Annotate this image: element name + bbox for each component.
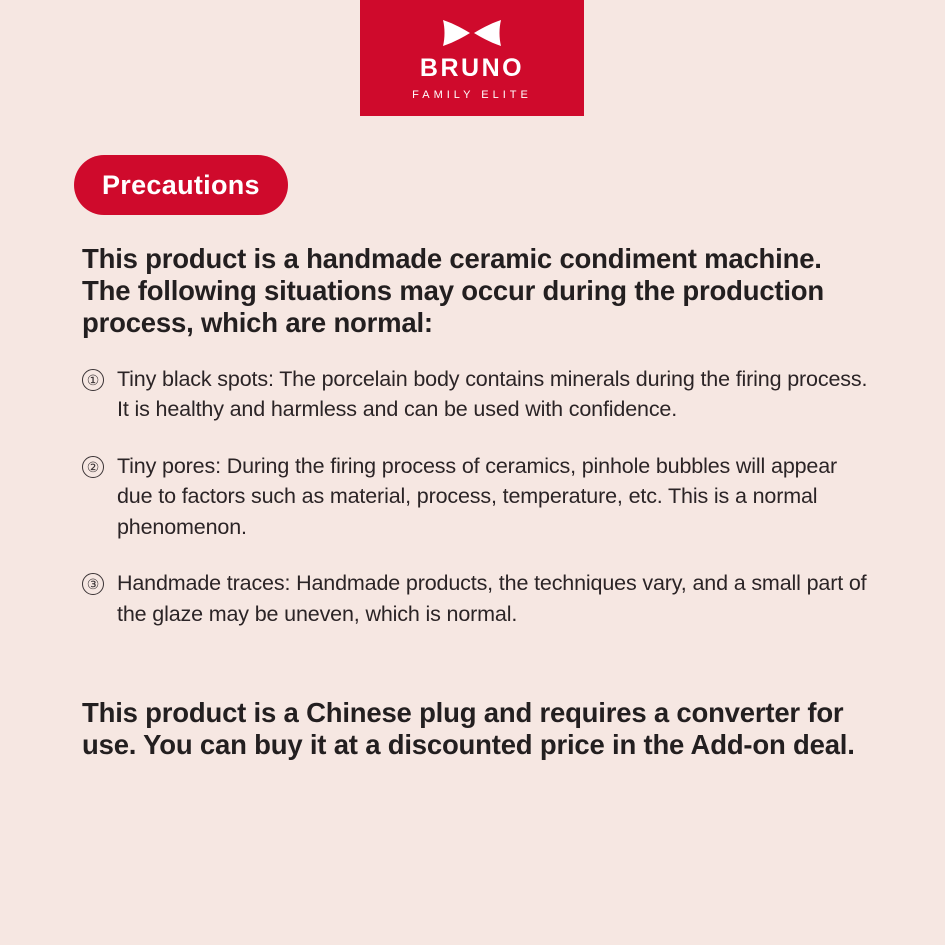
list-item — [82, 364, 882, 425]
list-item-number: ① — [82, 369, 104, 391]
bruno-bowtie-icon — [441, 16, 503, 50]
list-item-number: ③ — [82, 573, 104, 595]
list-item-number: ② — [82, 456, 104, 478]
precaution-list — [82, 364, 882, 630]
brand-tagline: FAMILY ELITE — [412, 88, 532, 101]
list-item-text: Handmade traces: Handmade products, the techniques vary, and a small part of the glaze may be uneven, which is normal. — [117, 571, 867, 626]
list-item — [82, 568, 882, 629]
lead-paragraph: This product is a handmade ceramic condiment machine. The following situations may occur during the production process, which are normal: — [82, 243, 825, 339]
brand-banner — [360, 0, 584, 116]
list-item — [82, 451, 882, 543]
list-item-text: Tiny pores: During the firing process of ceramics, pinhole bubbles will appear due to factors such as material, process, temperature, etc. This is a normal phenomenon. — [117, 453, 838, 539]
section-badge-precautions — [74, 155, 288, 215]
footnote-paragraph: This product is a Chinese plug and requires a converter for use. You can buy it at a discounted price in the Add-on deal. — [82, 697, 855, 761]
brand-name: BRUNO — [419, 53, 525, 82]
list-item-text: Tiny black spots: The porcelain body contains minerals during the firing process. It is healthy and harmless and can be used with confidence. — [117, 366, 868, 422]
section-badge-label: Precautions — [102, 169, 260, 200]
content-area — [82, 243, 882, 789]
